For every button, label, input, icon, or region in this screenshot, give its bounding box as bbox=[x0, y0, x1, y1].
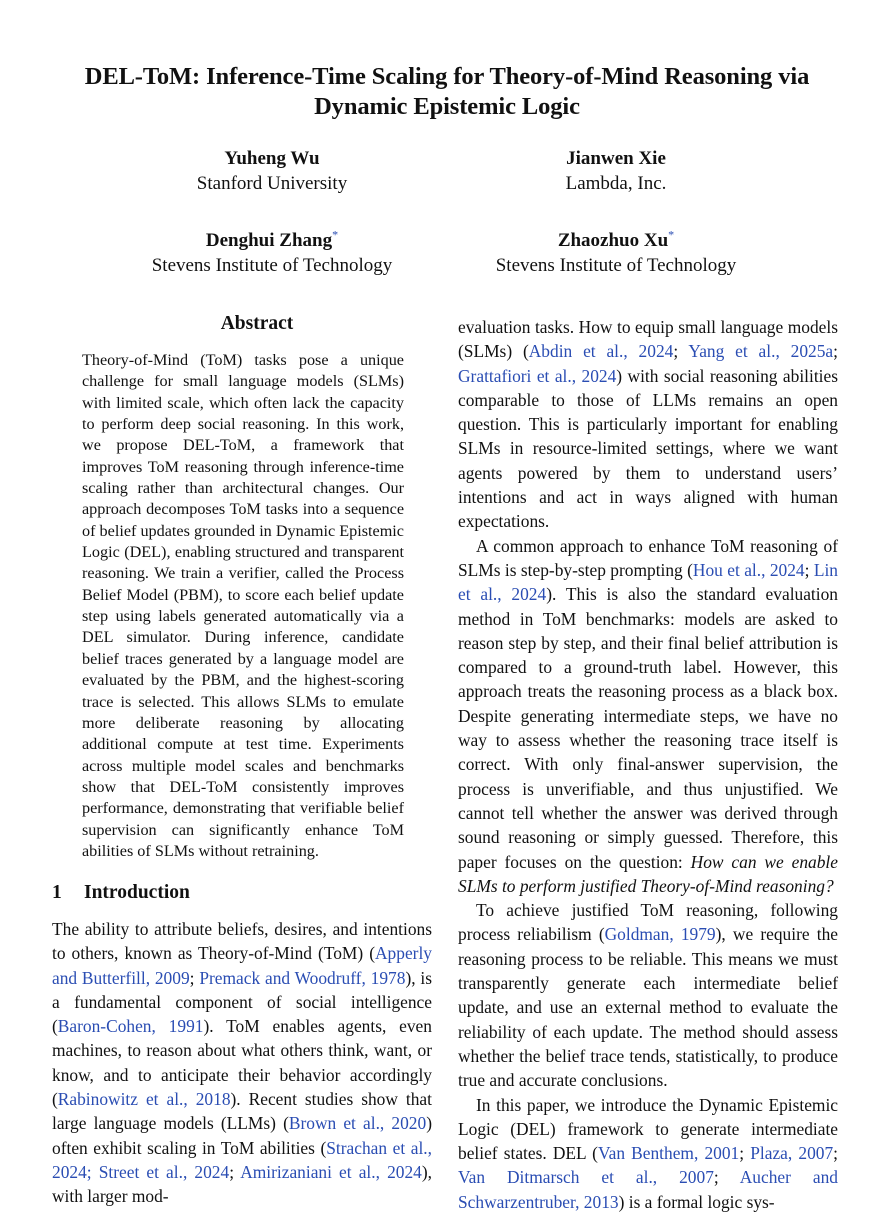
citation-link[interactable]: Premack and Woodruff, 1978 bbox=[199, 967, 406, 988]
citation-link[interactable]: Grattafiori et al., 2024 bbox=[458, 365, 617, 386]
citation-link[interactable]: Baron-Cohen, 1991 bbox=[57, 1016, 204, 1037]
title-line-1: DEL-ToM: Inference-Time Scaling for Theory-of-Mind Reasoning via bbox=[84, 63, 810, 90]
author-name: Zhaozhuo Xu bbox=[557, 230, 669, 251]
section-heading-introduction bbox=[52, 882, 190, 904]
citation-link[interactable]: Plaza, 2007 bbox=[750, 1143, 834, 1164]
paragraph: evaluation tasks. How to equip small language models (SLMs) (Abdin et al., 2024; Yang et al., 2025a; Grattafiori et al., 2024) with social reasoning abilities comparable to those of LLMs remains an open question. This is particularly important for enabling SLMs in resource-limited settings, where we want agents powered by them to understand users’ intentions and act in ways aligned with human expectations. bbox=[458, 317, 838, 532]
author-affiliation: Stanford University bbox=[196, 173, 348, 194]
paragraph: A common approach to enhance ToM reasoning of SLMs is step-by-step prompting (Hou et al., 2024; Lin et al., 2024). This is also the standard evaluation method in ToM benchmarks: models are asked to reason step by step, and their final belief attribution is compared to a ground-truth label. However, this approach treats the reasoning process as a black box. Despite generating intermediate steps, we have no way to assess whether the reasoning trace itself is correct. With only final-answer supervision, the process is unverifiable, and thus unjustified. We cannot tell whether the answer was derived through sound reasoning or simply guessed. Therefore, this paper focuses on the question: How can we enable SLMs to perform justified Theory-of-Mind reasoning? bbox=[458, 535, 838, 896]
paragraph: To achieve justified ToM reasoning, following process reliabilism (Goldman, 1979), we require the reasoning process to be reliable. This means we must transparently generate each intermediate belief update, and use an external method to evaluate the reliability of each update. The method should assess whether the belief trace tends, statistically, to produce true and accurate conclusions. bbox=[458, 900, 838, 1091]
citation-link[interactable]: Van Ditmarsch et al., 2007 bbox=[458, 1167, 714, 1188]
section-number: 1 bbox=[52, 882, 62, 903]
citation-link[interactable]: Amirizaniani et al., 2024 bbox=[240, 1161, 422, 1182]
title-line-2: Dynamic Epistemic Logic bbox=[314, 93, 580, 120]
abstract-text: Theory-of-Mind (ToM) tasks pose a unique challenge for small language models (SLMs) with limited scale, which often lack the capacity to perform deep social reasoning. In this work, we propose DEL-ToM, a framework that improves ToM reasoning through inference-time scaling rather than architectural changes. Our approach decomposes ToM tasks into a sequence of belief updates grounded in Dynamic Epistemic Logic (DEL), enabling structured and transparent reasoning. We train a verifier, called the Process Belief Model (PBM), to score each belief update step using labels generated automatically via a DEL simulator. During inference, candidate belief traces generated by a language model are evaluated by the PBM, and the highest-scoring trace is selected. This allows SLMs to emulate more deliberate reasoning by allocating additional compute at test time. Experiments across multiple model scales and benchmarks show that DEL-ToM consistently improves performance, demonstrating that verifiable belief supervision can significantly enhance ToM abilities of SLMs without retraining. bbox=[82, 351, 404, 860]
citation-link[interactable]: Yang et al., 2025a bbox=[688, 341, 834, 362]
intro-left-column bbox=[52, 917, 432, 1209]
citation-link[interactable]: Brown et al., 2020 bbox=[288, 1113, 427, 1134]
paragraph: In this paper, we introduce the Dynamic Epistemic Logic (DEL) framework to generate intermediate belief states. DEL (Van Benthem, 2001; Plaza, 2007; Van Ditmarsch et al., 2007; Aucher and Schwarzentruber, 2013) is a formal logic sys- bbox=[458, 1094, 838, 1212]
intro-right-column bbox=[458, 315, 838, 1214]
author-affiliation: Stevens Institute of Technology bbox=[151, 255, 393, 276]
citation-link[interactable]: Apperly and Butterfill, 2009 bbox=[52, 943, 432, 988]
author-block bbox=[172, 146, 372, 196]
citation-link[interactable]: Goldman, 1979 bbox=[604, 924, 716, 945]
author-affiliation: Lambda, Inc. bbox=[565, 173, 667, 194]
citation-link[interactable]: Strachan et al., 2024; Street et al., 2024 bbox=[52, 1137, 432, 1182]
author-name: Jianwen Xie bbox=[566, 148, 666, 169]
paper-title bbox=[0, 62, 894, 122]
author-name: Yuheng Wu bbox=[224, 148, 320, 169]
author-block bbox=[122, 228, 422, 278]
citation-link[interactable]: Van Benthem, 2001 bbox=[597, 1143, 740, 1164]
author-name: Denghui Zhang bbox=[205, 230, 333, 251]
corresponding-mark: * bbox=[668, 227, 675, 242]
citation-link[interactable]: Abdin et al., 2024 bbox=[528, 341, 674, 362]
paragraph: The ability to attribute beliefs, desires, and intentions to others, known as Theory-of-Mind (ToM) (Apperly and Butterfill, 2009; Premack and Woodruff, 1978), is a fundamental component of social intelligence (Baron-Cohen, 1991). ToM enables agents, even machines, to reason about what others think, want, or know, and to anticipate their behavior accordingly (Rabinowitz et al., 2018). Recent studies show that large language models (LLMs) (Brown et al., 2020) often exhibit scaling in ToM abilities (Strachan et al., 2024; Street et al., 2024; Amirizaniani et al., 2024), with larger mod- bbox=[52, 919, 433, 1207]
research-question: How can we enable SLMs to perform justified Theory-of-Mind reasoning? bbox=[458, 851, 838, 896]
citation-link[interactable]: Hou et al., 2024 bbox=[692, 559, 805, 580]
author-affiliation: Stevens Institute of Technology bbox=[495, 255, 737, 276]
corresponding-mark: * bbox=[332, 227, 339, 242]
section-title: Introduction bbox=[84, 882, 190, 903]
abstract-heading: Abstract bbox=[220, 313, 294, 334]
citation-link[interactable]: Aucher and Schwarzentruber, 2013 bbox=[458, 1167, 838, 1212]
author-block bbox=[466, 228, 766, 278]
citation-link[interactable]: Rabinowitz et al., 2018 bbox=[57, 1089, 231, 1110]
citation-link[interactable]: Lin et al., 2024 bbox=[458, 559, 838, 605]
author-block bbox=[516, 146, 716, 196]
